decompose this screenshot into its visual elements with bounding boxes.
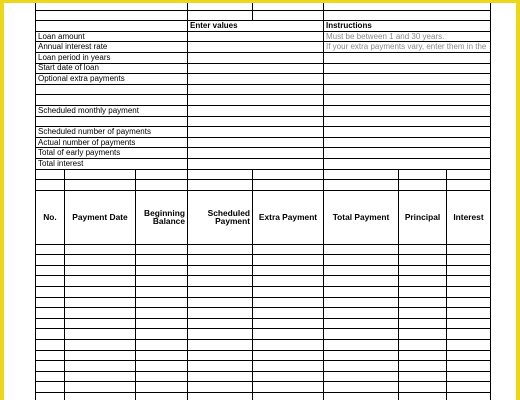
summary-row <box>36 116 491 127</box>
schedule-cell[interactable] <box>136 244 188 255</box>
schedule-cell[interactable] <box>65 382 136 393</box>
summary-value-cell[interactable] <box>188 31 324 42</box>
schedule-cell[interactable] <box>136 276 188 287</box>
summary-row <box>36 52 491 63</box>
summary-instruction <box>324 52 491 63</box>
schedule-cell[interactable] <box>399 318 447 329</box>
instructions-header: Instructions <box>324 21 491 32</box>
table-row <box>36 244 491 255</box>
column-header-text: No. <box>43 211 57 222</box>
schedule-cell[interactable] <box>188 361 253 372</box>
schedule-cell[interactable] <box>65 318 136 329</box>
schedule-column-header <box>136 190 188 244</box>
summary-value-cell[interactable] <box>188 95 324 106</box>
schedule-cell[interactable] <box>253 255 324 266</box>
schedule-cell[interactable] <box>65 350 136 361</box>
summary-value-cell[interactable] <box>188 158 324 169</box>
schedule-cell[interactable] <box>36 393 65 400</box>
schedule-cell[interactable] <box>253 382 324 393</box>
enter-values-header: Enter values <box>188 21 324 32</box>
summary-row <box>36 158 491 169</box>
summary-label <box>36 84 188 95</box>
summary-instruction <box>324 63 491 74</box>
schedule-cell[interactable] <box>36 371 65 382</box>
column-header-text: Total Payment <box>332 211 390 222</box>
schedule-cell[interactable] <box>447 382 491 393</box>
schedule-cell[interactable] <box>36 255 65 266</box>
blank-row <box>36 180 491 191</box>
summary-instruction <box>324 158 491 169</box>
schedule-cell[interactable] <box>324 276 399 287</box>
schedule-cell[interactable] <box>447 287 491 298</box>
schedule-cell[interactable] <box>447 371 491 382</box>
schedule-cell[interactable] <box>447 361 491 372</box>
schedule-cell[interactable] <box>65 287 136 298</box>
schedule-cell[interactable] <box>36 244 65 255</box>
summary-row <box>36 84 491 95</box>
schedule-cell[interactable] <box>253 318 324 329</box>
summary-label: Optional extra payments <box>36 74 188 85</box>
schedule-cell[interactable] <box>36 340 65 351</box>
schedule-cell[interactable] <box>324 287 399 298</box>
schedule-cell[interactable] <box>253 329 324 340</box>
column-header-text: Principal <box>404 211 441 222</box>
schedule-cell[interactable] <box>65 255 136 266</box>
schedule-cell[interactable] <box>399 297 447 308</box>
schedule-cell[interactable] <box>188 276 253 287</box>
summary-instruction <box>324 105 491 116</box>
summary-label: Scheduled number of payments <box>36 127 188 138</box>
schedule-cell[interactable] <box>253 297 324 308</box>
schedule-cell[interactable] <box>188 340 253 351</box>
summary-value-cell[interactable] <box>188 137 324 148</box>
schedule-cell[interactable] <box>447 255 491 266</box>
schedule-cell[interactable] <box>447 329 491 340</box>
schedule-cell[interactable] <box>188 297 253 308</box>
summary-value-cell[interactable] <box>188 63 324 74</box>
schedule-cell[interactable] <box>399 382 447 393</box>
summary-header-row <box>36 21 491 32</box>
schedule-cell[interactable] <box>188 244 253 255</box>
schedule-cell[interactable] <box>324 318 399 329</box>
schedule-cell[interactable] <box>188 329 253 340</box>
schedule-cell[interactable] <box>324 265 399 276</box>
schedule-cell[interactable] <box>65 329 136 340</box>
schedule-cell[interactable] <box>65 244 136 255</box>
title-row <box>36 0 491 10</box>
schedule-cell[interactable] <box>36 361 65 372</box>
summary-label: Scheduled monthly payment <box>36 105 188 116</box>
schedule-cell[interactable] <box>447 276 491 287</box>
schedule-cell[interactable] <box>188 308 253 319</box>
schedule-cell[interactable] <box>136 255 188 266</box>
column-header-text: Balance <box>152 216 185 227</box>
schedule-cell[interactable] <box>447 318 491 329</box>
schedule-cell[interactable] <box>65 276 136 287</box>
summary-row <box>36 127 491 138</box>
schedule-cell[interactable] <box>36 287 65 298</box>
schedule-cell[interactable] <box>447 393 491 400</box>
summary-instruction <box>324 127 491 138</box>
table-row <box>36 340 491 351</box>
table-row <box>36 318 491 329</box>
summary-value-cell[interactable] <box>188 84 324 95</box>
schedule-cell[interactable] <box>253 361 324 372</box>
schedule-cell[interactable] <box>253 371 324 382</box>
schedule-column-header <box>253 190 324 244</box>
schedule-cell[interactable] <box>188 318 253 329</box>
schedule-header <box>36 190 491 244</box>
schedule-cell[interactable] <box>188 255 253 266</box>
schedule-column-header <box>65 190 136 244</box>
summary-row <box>36 148 491 159</box>
table-row <box>36 329 491 340</box>
schedule-cell[interactable] <box>324 350 399 361</box>
schedule-cell[interactable] <box>36 297 65 308</box>
table-row <box>36 255 491 266</box>
schedule-cell[interactable] <box>399 265 447 276</box>
summary-label: Total of early payments <box>36 148 188 159</box>
schedule-cell[interactable] <box>447 308 491 319</box>
blank-row <box>36 169 491 180</box>
schedule-cell[interactable] <box>136 350 188 361</box>
summary-label <box>36 95 188 106</box>
schedule-cell[interactable] <box>136 308 188 319</box>
summary-value-cell[interactable] <box>188 42 324 53</box>
summary-label: Loan period in years <box>36 52 188 63</box>
schedule-cell[interactable] <box>399 287 447 298</box>
summary-value-cell[interactable] <box>188 127 324 138</box>
schedule-column-header <box>447 190 491 244</box>
summary-label: Total interest <box>36 158 188 169</box>
schedule-cell[interactable] <box>65 297 136 308</box>
schedule-cell[interactable] <box>399 393 447 400</box>
summary-rows <box>36 31 491 169</box>
schedule-cell[interactable] <box>188 350 253 361</box>
schedule-cell[interactable] <box>136 371 188 382</box>
schedule-cell[interactable] <box>188 371 253 382</box>
summary-row <box>36 31 491 42</box>
schedule-cell[interactable] <box>36 350 65 361</box>
summary-value-cell[interactable] <box>188 148 324 159</box>
schedule-cell[interactable] <box>36 318 65 329</box>
schedule-cell[interactable] <box>188 382 253 393</box>
summary-label: Loan amount <box>36 31 188 42</box>
summary-instruction <box>324 95 491 106</box>
schedule-cell[interactable] <box>253 276 324 287</box>
summary-value-cell[interactable] <box>188 74 324 85</box>
summary-row <box>36 105 491 116</box>
schedule-cell[interactable] <box>136 287 188 298</box>
summary-row <box>36 95 491 106</box>
schedule-cell[interactable] <box>324 382 399 393</box>
schedule-cell[interactable] <box>136 265 188 276</box>
schedule-cell[interactable] <box>253 244 324 255</box>
column-header-text: Extra Payment <box>258 211 318 222</box>
schedule-cell[interactable] <box>36 382 65 393</box>
schedule-cell[interactable] <box>65 371 136 382</box>
schedule-cell[interactable] <box>447 244 491 255</box>
schedule-cell[interactable] <box>324 255 399 266</box>
table-row <box>36 350 491 361</box>
summary-label: Actual number of payments <box>36 137 188 148</box>
summary-instruction <box>324 74 491 85</box>
blank-row <box>36 10 491 21</box>
schedule-cell[interactable] <box>324 244 399 255</box>
schedule-cell[interactable] <box>399 329 447 340</box>
schedule-cell[interactable] <box>324 371 399 382</box>
summary-label <box>36 116 188 127</box>
summary-instruction <box>324 116 491 127</box>
summary-instruction <box>324 84 491 95</box>
schedule-cell[interactable] <box>65 361 136 372</box>
summary-label: Start date of loan <box>36 63 188 74</box>
schedule-cell[interactable] <box>324 297 399 308</box>
column-header-text: Beginning <box>144 207 185 218</box>
schedule-cell[interactable] <box>399 244 447 255</box>
schedule-cell[interactable] <box>65 265 136 276</box>
schedule-cell[interactable] <box>447 297 491 308</box>
schedule-cell[interactable] <box>399 340 447 351</box>
table-row <box>36 393 491 400</box>
summary-row <box>36 63 491 74</box>
column-header-text: Payment <box>215 216 250 227</box>
schedule-cell[interactable] <box>324 308 399 319</box>
schedule-cell[interactable] <box>399 350 447 361</box>
schedule-cell[interactable] <box>447 340 491 351</box>
summary-row <box>36 42 491 53</box>
summary-instruction: Must be between 1 and 30 years. <box>324 31 491 42</box>
schedule-column-header <box>36 190 65 244</box>
schedule-cell[interactable] <box>399 255 447 266</box>
table-row <box>36 382 491 393</box>
schedule-cell[interactable] <box>324 361 399 372</box>
schedule-cell[interactable] <box>36 329 65 340</box>
summary-value-cell[interactable] <box>188 116 324 127</box>
table-row <box>36 265 491 276</box>
summary-value-cell[interactable] <box>188 52 324 63</box>
table-row <box>36 287 491 298</box>
schedule-cell[interactable] <box>253 308 324 319</box>
schedule-cell[interactable] <box>36 308 65 319</box>
schedule-rows <box>36 244 491 400</box>
summary-row <box>36 137 491 148</box>
table-row <box>36 371 491 382</box>
table-row <box>36 361 491 372</box>
schedule-column-header <box>324 190 399 244</box>
schedule-cell[interactable] <box>65 340 136 351</box>
schedule-cell[interactable] <box>36 265 65 276</box>
schedule-cell[interactable] <box>65 393 136 400</box>
schedule-cell[interactable] <box>253 340 324 351</box>
schedule-cell[interactable] <box>188 287 253 298</box>
schedule-cell[interactable] <box>253 393 324 400</box>
schedule-cell[interactable] <box>399 371 447 382</box>
summary-label: Annual interest rate <box>36 42 188 53</box>
schedule-cell[interactable] <box>136 382 188 393</box>
schedule-cell[interactable] <box>324 393 399 400</box>
summary-instruction: If your extra payments vary, enter them in the <box>324 42 491 53</box>
schedule-column-header <box>188 190 253 244</box>
column-header-text: Scheduled <box>207 207 250 218</box>
table-row <box>36 308 491 319</box>
schedule-cell[interactable] <box>253 287 324 298</box>
schedule-cell[interactable] <box>136 393 188 400</box>
schedule-cell[interactable] <box>65 308 136 319</box>
schedule-header-row <box>36 190 491 244</box>
column-header-text: Payment Date <box>72 211 128 222</box>
summary-value-cell[interactable] <box>188 105 324 116</box>
schedule-cell[interactable] <box>36 276 65 287</box>
schedule-cell[interactable] <box>253 265 324 276</box>
schedule-cell[interactable] <box>399 361 447 372</box>
schedule-cell[interactable] <box>253 350 324 361</box>
schedule-cell[interactable] <box>399 276 447 287</box>
schedule-cell[interactable] <box>136 340 188 351</box>
schedule-cell[interactable] <box>136 329 188 340</box>
schedule-cell[interactable] <box>188 393 253 400</box>
schedule-cell[interactable] <box>447 265 491 276</box>
schedule-column-header <box>399 190 447 244</box>
summary-instruction <box>324 137 491 148</box>
schedule-cell[interactable] <box>447 350 491 361</box>
spacer <box>36 169 491 190</box>
schedule-cell[interactable] <box>136 361 188 372</box>
table-row <box>36 297 491 308</box>
schedule-cell[interactable] <box>324 329 399 340</box>
summary-instruction <box>324 148 491 159</box>
schedule-cell[interactable] <box>188 265 253 276</box>
column-header-text: Interest <box>453 211 484 222</box>
schedule-cell[interactable] <box>136 297 188 308</box>
table-row <box>36 276 491 287</box>
loan-calculator-sheet <box>35 0 491 400</box>
schedule-cell[interactable] <box>324 340 399 351</box>
schedule-cell[interactable] <box>399 308 447 319</box>
summary-section <box>36 0 491 31</box>
summary-row <box>36 74 491 85</box>
schedule-cell[interactable] <box>136 318 188 329</box>
